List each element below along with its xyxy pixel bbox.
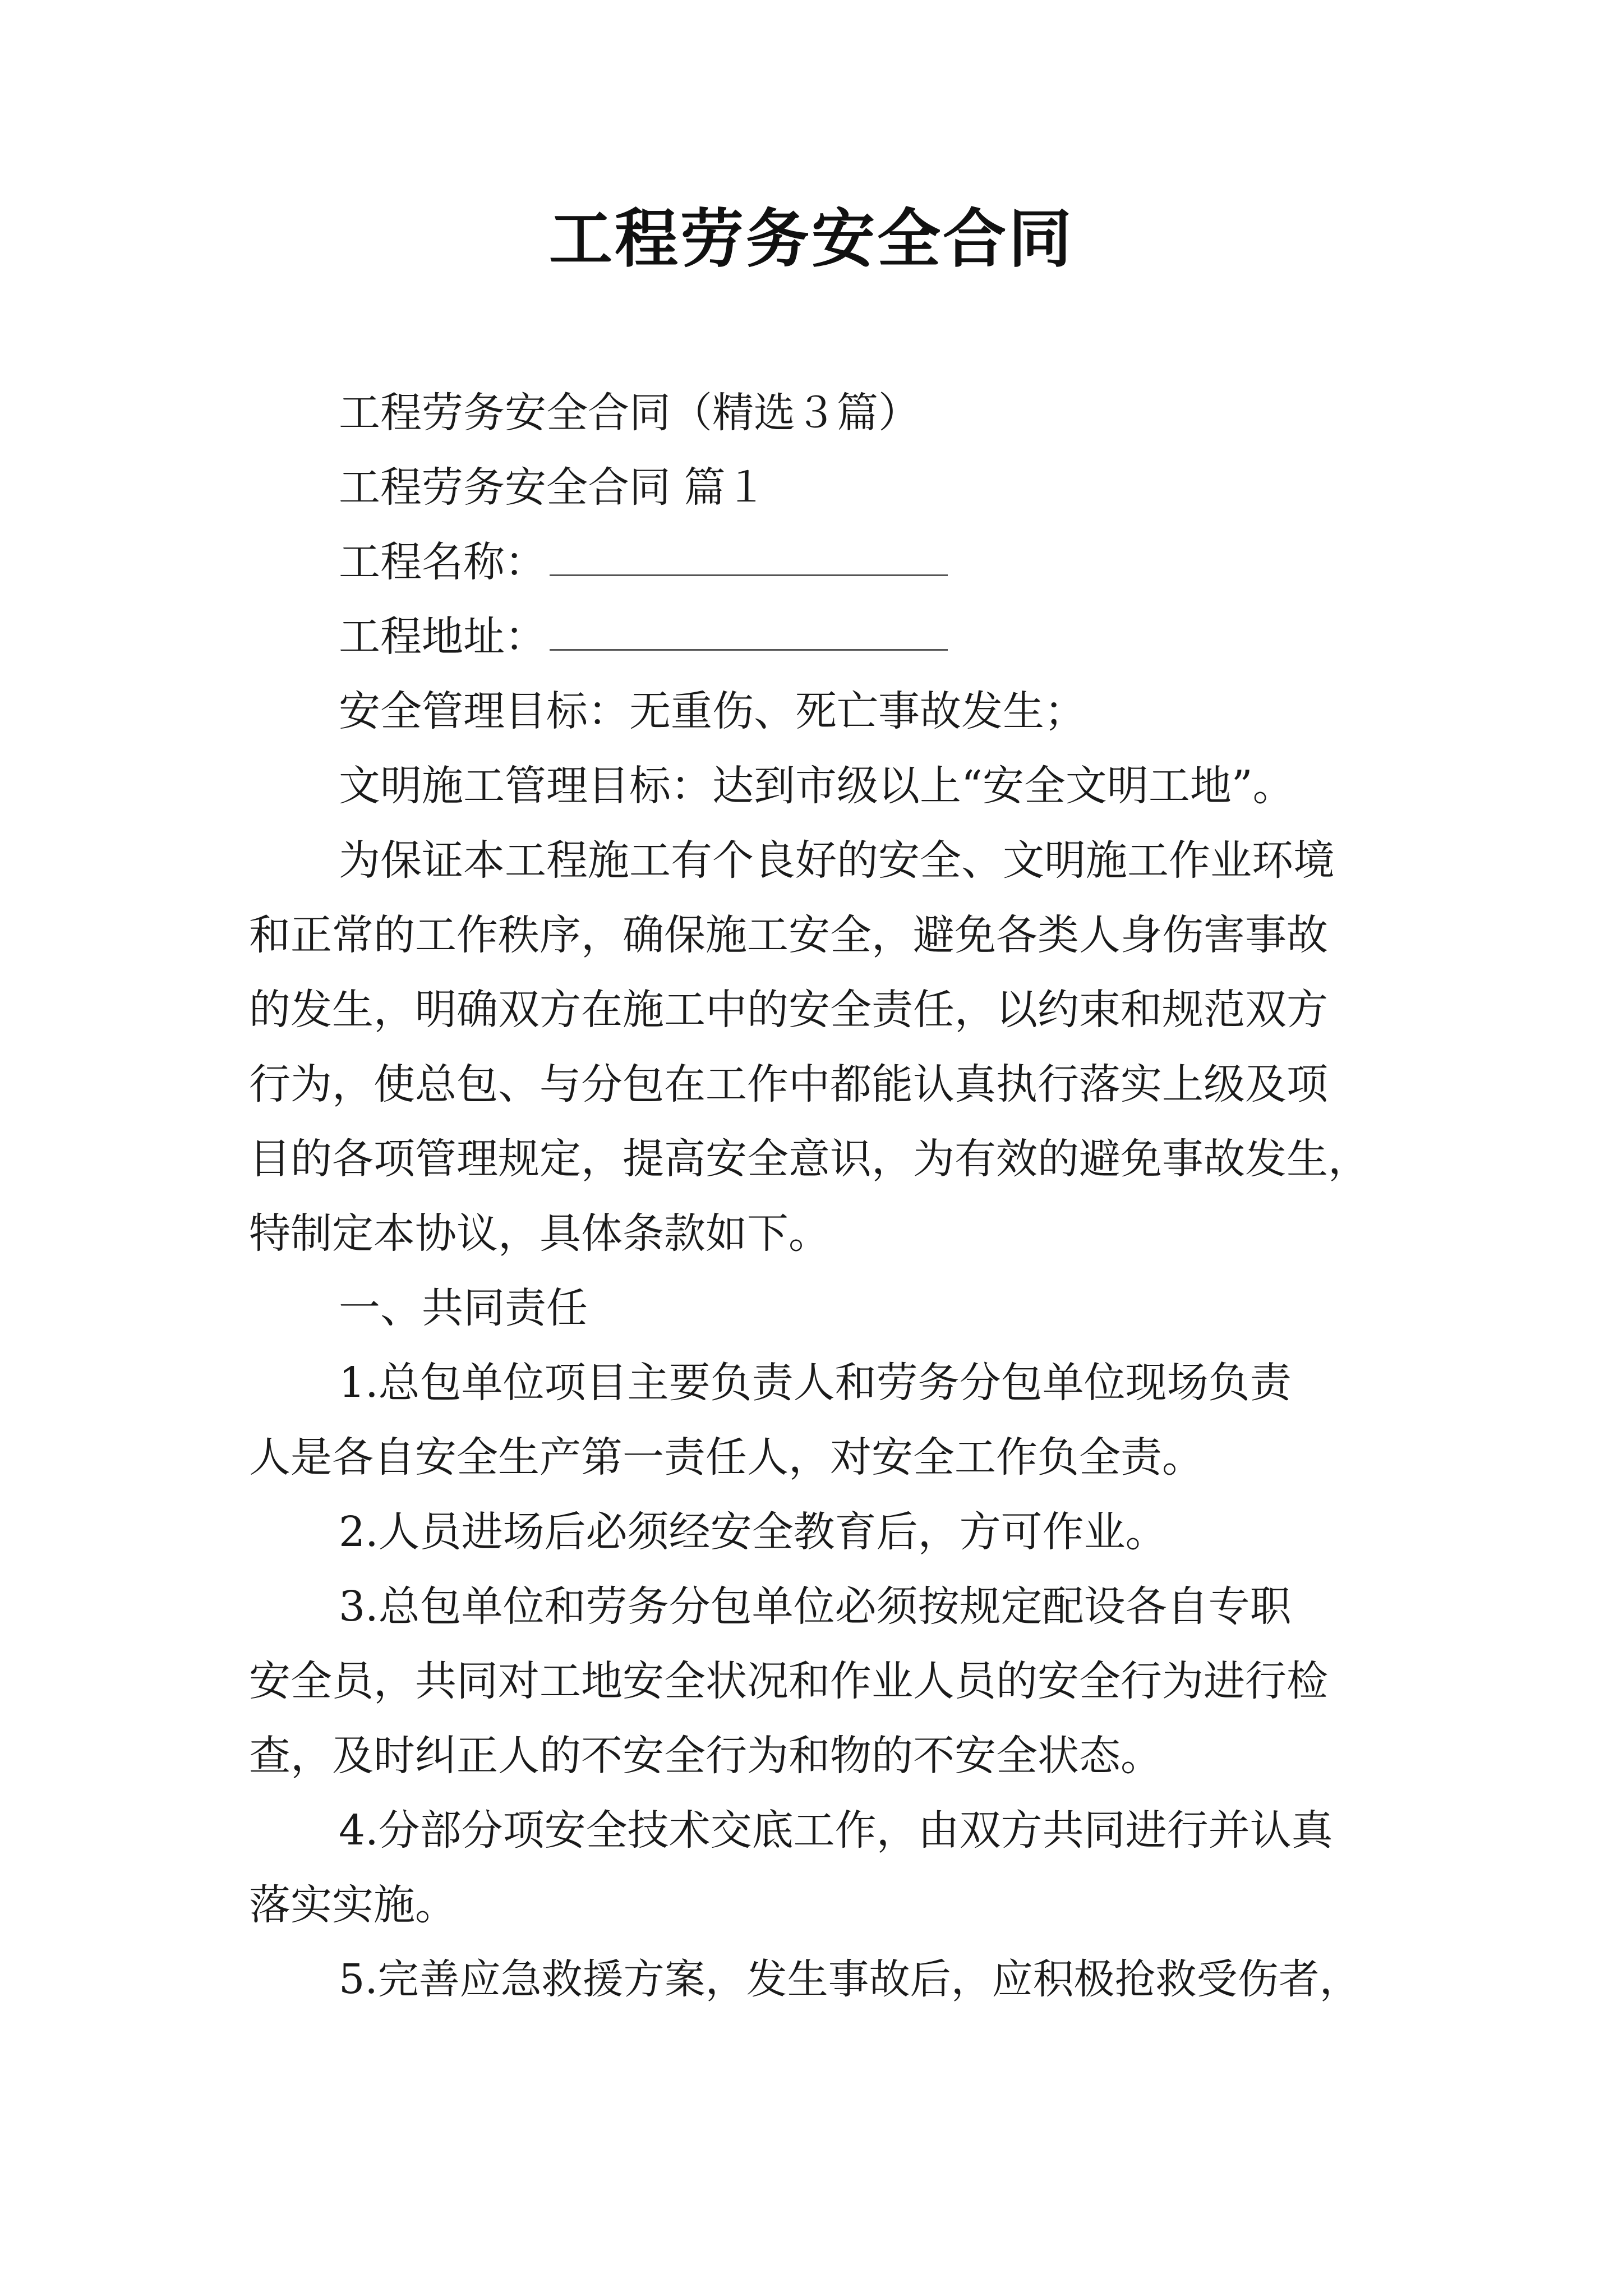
part-heading: 工程劳务安全合同 篇１: [339, 463, 767, 512]
clause-line: 1.总包单位项目主要负责人和劳务分包单位现场负责: [339, 1359, 1292, 1407]
field-project-address: [339, 603, 948, 670]
intro-line: 为保证本工程施工有个良好的安全、文明施工作业环境: [339, 836, 1335, 885]
field-label: 工程地址：: [339, 613, 546, 661]
clause-line: 5.完善应急救援方案，发生事故后，应积极抢救受伤者，: [339, 1955, 1361, 2003]
clause-line: 落实实施。: [249, 1881, 457, 1929]
intro-line: 和正常的工作秩序，确保施工安全，避免各类人身伤害事故: [249, 911, 1328, 959]
clause-line: 2.人员进场后必须经安全教育后，方可作业。: [339, 1508, 1167, 1556]
civilized-construction-goal: 文明施工管理目标：达到市级以上“安全文明工地”。: [339, 762, 1294, 810]
document-subtitle: 工程劳务安全合同（精选３篇）: [339, 389, 920, 437]
clause-line: 4.分部分项安全技术交底工作，由双方共同进行并认真: [339, 1806, 1333, 1855]
safety-goal: 安全管理目标：无重伤、死亡事故发生；: [339, 687, 1086, 735]
field-label: 工程名称：: [339, 538, 546, 586]
document-title: 工程劳务安全合同: [549, 202, 1074, 276]
clause-line: 安全员，共同对工地安全状况和作业人员的安全行为进行检: [249, 1657, 1328, 1705]
intro-line: 目的各项管理规定，提高安全意识，为有效的避免事故发生，: [249, 1135, 1370, 1183]
clause-line: 人是各自安全生产第一责任人，对安全工作负全责。: [249, 1433, 1204, 1481]
clause-line: 3.总包单位和劳务分包单位必须按规定配设各自专职: [339, 1582, 1292, 1631]
fill-in-blank-line: [550, 574, 948, 576]
intro-line: 行为，使总包、与分包在工作中都能认真执行落实上级及项: [249, 1060, 1328, 1108]
section-heading: 一、共同责任: [339, 1284, 588, 1332]
field-project-name: [339, 528, 948, 596]
intro-line: 的发生，明确双方在施工中的安全责任，以约束和规范双方: [249, 986, 1328, 1034]
intro-line: 特制定本协议，具体条款如下。: [249, 1209, 830, 1258]
clause-line: 查，及时纠正人的不安全行为和物的不安全状态。: [249, 1732, 1162, 1780]
fill-in-blank-line: [550, 648, 948, 651]
